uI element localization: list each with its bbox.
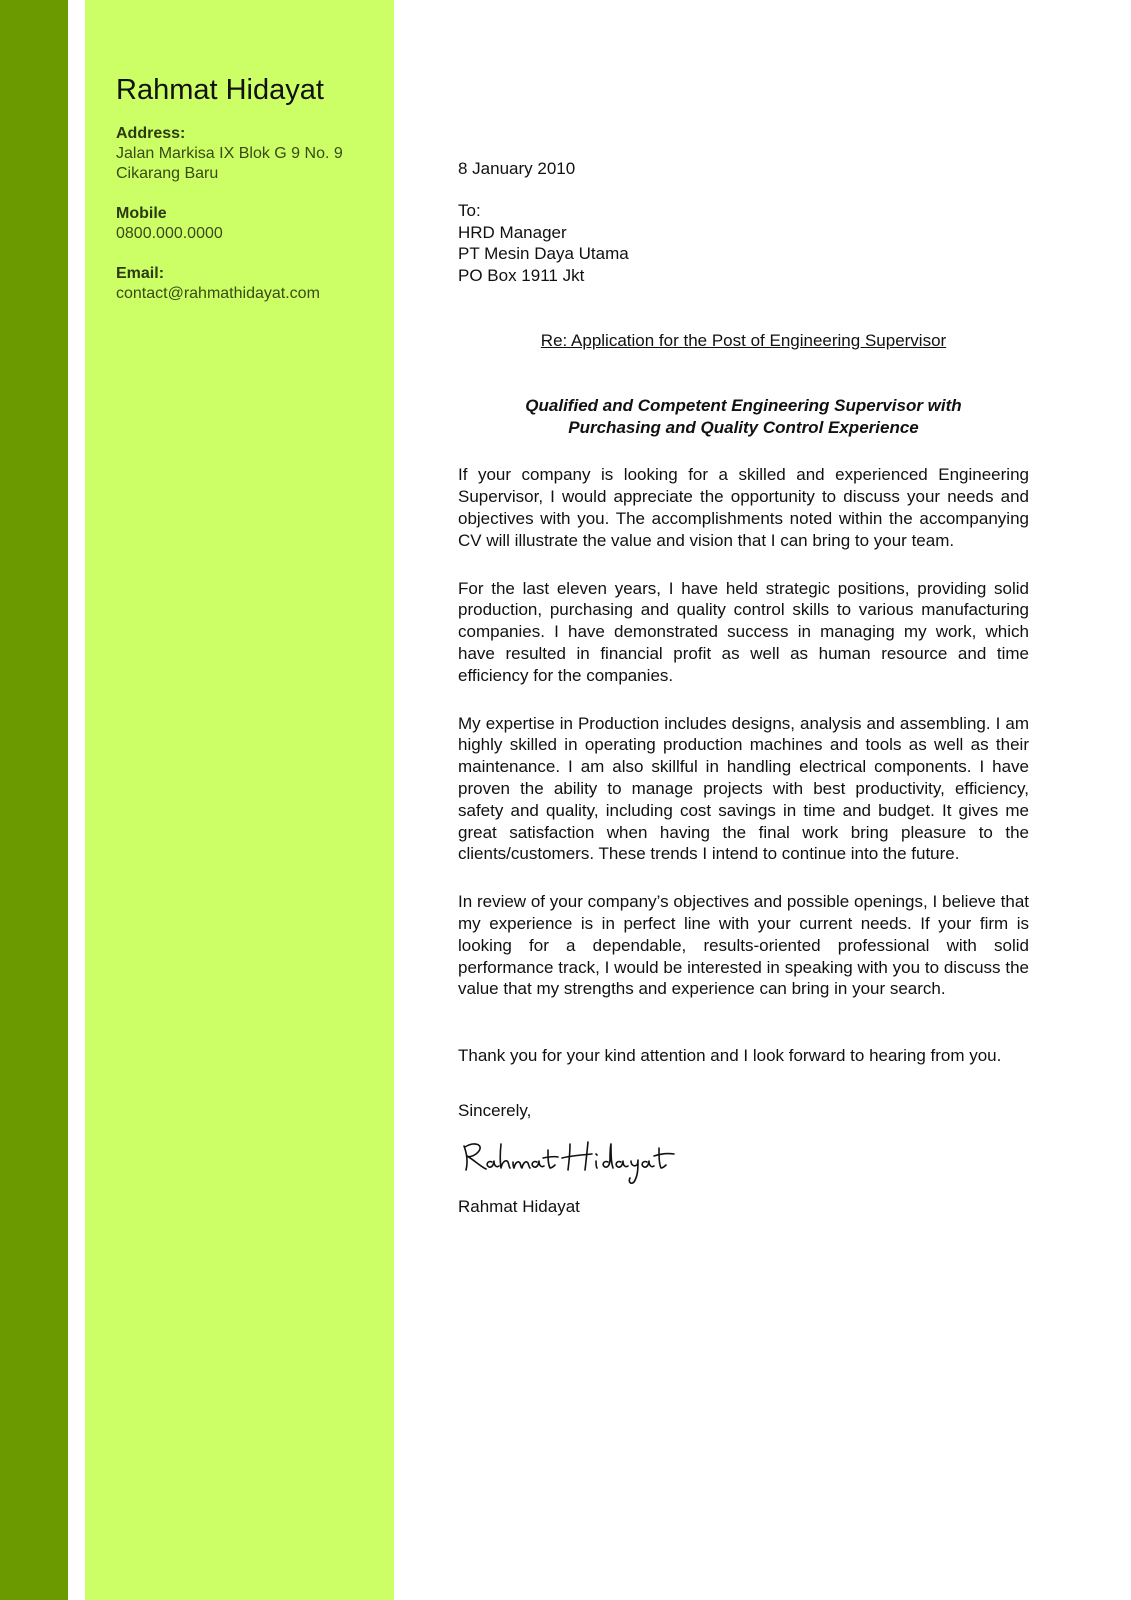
email-address: contact@rahmathidayat.com [116, 285, 320, 302]
sign-off: Sincerely, [458, 1100, 532, 1120]
address-label: Address: [116, 125, 186, 142]
headline-line-1: Qualified and Competent Engineering Supervisor with [525, 395, 962, 415]
body-paragraph-4: In review of your company’s objectives and possible openings, I believe that my experience is in perfect line with your current needs. If your firm is looking for a dependable, results-oriented professional with solid performance track, I would be interested in speaking with you to discuss the value that my strengths and experience can bring in your search. [458, 892, 1029, 999]
sender-contact-panel [116, 72, 386, 324]
recipient-title: HRD Manager [458, 222, 567, 242]
dark-green-stripe [0, 0, 68, 1600]
address-line-1: Jalan Markisa IX Blok G 9 No. 9 [116, 145, 343, 162]
address-line-2: Cikarang Baru [116, 165, 219, 182]
body-paragraph-1: If your company is looking for a skilled and experienced Engineering Supervisor, I would appreciate the opportunity to discuss your needs and objectives with you. The accomplishments noted within the accompanying CV will illustrate the value and vision that I can bring to your team. [458, 465, 1029, 550]
sender-name: Rahmat Hidayat [116, 74, 324, 106]
address-block [116, 124, 386, 184]
recipient-company: PT Mesin Daya Utama [458, 244, 629, 264]
email-label: Email: [116, 265, 165, 282]
recipient-block [458, 200, 1029, 287]
closing-paragraph: Thank you for your kind attention and I look forward to hearing from you. [458, 1046, 1002, 1066]
signed-name: Rahmat Hidayat [458, 1196, 580, 1216]
subject-line: Re: Application for the Post of Engineering Supervisor [540, 330, 947, 350]
handwritten-signature [458, 1132, 1029, 1190]
signature-image [458, 1132, 688, 1190]
body-paragraph-2: For the last eleven years, I have held strategic positions, providing solid production, purchasing and quality control skills to various manufacturing companies. I have demonstrated success in managing my work, which have resulted in financial profit as well as human resource and time efficiency for the companies. [458, 578, 1029, 685]
recipient-address: PO Box 1911 Jkt [458, 266, 585, 286]
letter-body [458, 158, 1029, 1218]
body-paragraph-3: My expertise in Production includes designs, analysis and assembling. I am highly skilled in operating production machines and tools as well as their maintenance. I am also skillful in handling electrical components. I have proven the ability to manage projects with best productivity, efficiency, safety and quality, including cost savings in time and budget. It gives me great satisfaction when having the final work bring pleasure to the clients/customers. These trends I intend to continue into the future. [458, 713, 1029, 864]
mobile-block [116, 204, 386, 244]
headline-line-2: Purchasing and Quality Control Experience [568, 417, 919, 437]
letter-date: 8 January 2010 [458, 159, 576, 178]
mobile-label: Mobile [116, 205, 167, 222]
recipient-to: To: [458, 200, 481, 220]
mobile-number: 0800.000.0000 [116, 225, 223, 242]
email-block [116, 264, 386, 304]
headline [458, 395, 1029, 439]
